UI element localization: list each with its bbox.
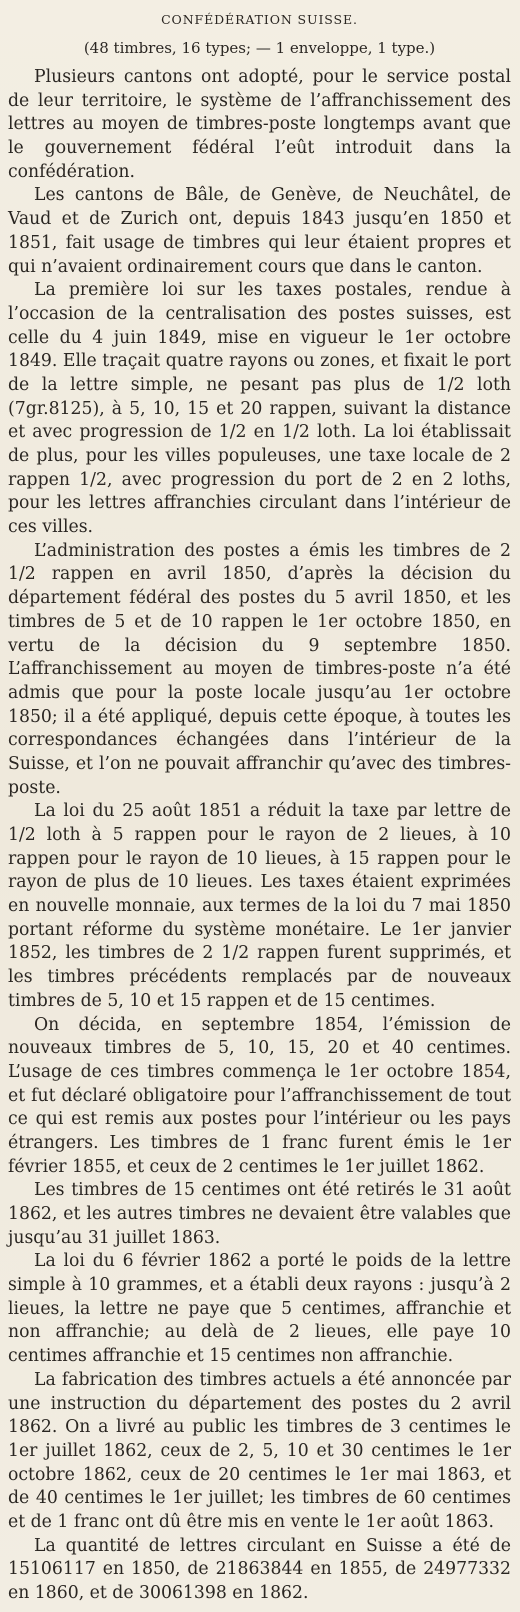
paragraph-9: La fabrication des timbres actuels a été annoncée par une instruction du département des postes du 2 avril 1862. On a livré au public les timbres de 3 centimes le 1er juillet 1862, ceux de 2, 5, 10 et 30 centimes le 1er octobre 1862, ceux de 20 centimes le 1er mai 1863, et de 40 centimes le 1er juillet; les timbres de 60 centimes et de 1 franc ont dû être mis en vente le 1er août 1863. [8, 1369, 511, 1532]
paragraph-10: La quantité de lettres circulant en Suisse a été de 15106117 en 1850, de 21863844 en 1855, de 24977332 en 1860, et de 30061398 en 1862. [8, 1535, 511, 1603]
paragraph-5: La loi du 25 août 1851 a réduit la taxe par lettre de 1/2 loth à 5 rappen pour le rayon de 2 lieues, à 10 rappen pour le rayon de 10 lieues, à 15 rappen pour le rayon de plus de 10 lieues. Les taxes étaient exprimées en nouvelle monnaie, aux termes de la loi du 7 mai 1850 portant réforme du système monétaire. Le 1er janvier 1852, les timbres de 2 1/2 rappen furent supprimés, et les timbres précédents remplacés par de nouveaux timbres de 5, 10 et 15 rappen et de 15 centimes. [8, 801, 511, 1011]
paragraph-2: Les cantons de Bâle, de Genève, de Neuchâtel, de Vaud et de Zurich ont, depuis 1843 jusqu’en 1850 et 1851, fait usage de timbres qui leur étaient propres et qui n’avaient ordinairement cours que dans le canton. [8, 185, 511, 277]
paragraph-7: Les timbres de 15 centimes ont été retirés le 31 août 1862, et les autres timbres ne devaient être valables que jusqu’au 31 juillet 1863. [8, 1180, 511, 1248]
paragraph-8: La loi du 6 février 1862 a porté le poids de la lettre simple à 10 grammes, et a établi deux rayons : jusqu’à 2 lieues, la lettre ne paye que 5 centimes, affranchie et non affranchie; au delà de 2 lieues, elle paye 10 centimes affranchie et 15 centimes non affranchie. [8, 1251, 511, 1367]
paragraph-3: La première loi sur les taxes postales, rendue à l’occasion de la centralisation des postes suisses, est celle du 4 juin 1849, mise en vigueur le 1er octobre 1849. Elle traçait quatre rayons ou zones, et fixait le port de la lettre simple, ne pesant pas plus de 1/2 loth (7gr.8125), à 5, 10, 15 et 20 rappen, suivant la distance et avec progression de 1/2 en 1/2 loth. La loi établissait de plus, pour les villes populeuses, une taxe locale de 2 rappen 1/2, avec progression du port de 2 en 2 loths, pour les lettres affranchies circulant dans l’intérieur de ces villes. [8, 280, 511, 538]
page-title: CONFÉDÉRATION SUISSE. [161, 12, 358, 27]
paragraph-4: L’administration des postes a émis les timbres de 2 1/2 rappen en avril 1850, d’après la décision du département fédéral des postes du 5 avril 1850, et les timbres de 5 et de 10 rappen le 1er octobre 1850, en vertu de la décision du 9 septembre 1850. L’affranchissement au moyen de timbres-poste n’a été admis que pour la poste locale jusqu’au 1er octobre 1850; il a été appliqué, depuis cette époque, à toutes les correspondances échangées dans l’intérieur de la Suisse, et l’on ne pouvait affranchir qu’avec des timbres-poste. [8, 540, 511, 798]
paragraph-6: On décida, en septembre 1854, l’émission de nouveaux timbres de 5, 10, 15, 20 et 40 centimes. L’usage de ces timbres commença le 1er octobre 1854, et fut déclaré obligatoire pour l’affranchissement de tout ce qui est remis aux postes pour l’intérieur ou les pays étrangers. Les timbres de 1 franc furent émis le 1er février 1855, et ceux de 2 centimes le 1er juillet 1862. [8, 1014, 511, 1177]
body-text [8, 66, 511, 1606]
paragraph-1: Plusieurs cantons ont adopté, pour le service postal de leur territoire, le système de l’affranchissement des lettres au moyen de timbres-poste longtemps avant que le gouvernement fédéral l’eût introduit dans la confédération. [8, 67, 511, 182]
page-subtitle: (48 timbres, 16 types; — 1 enveloppe, 1 type.) [83, 39, 436, 57]
